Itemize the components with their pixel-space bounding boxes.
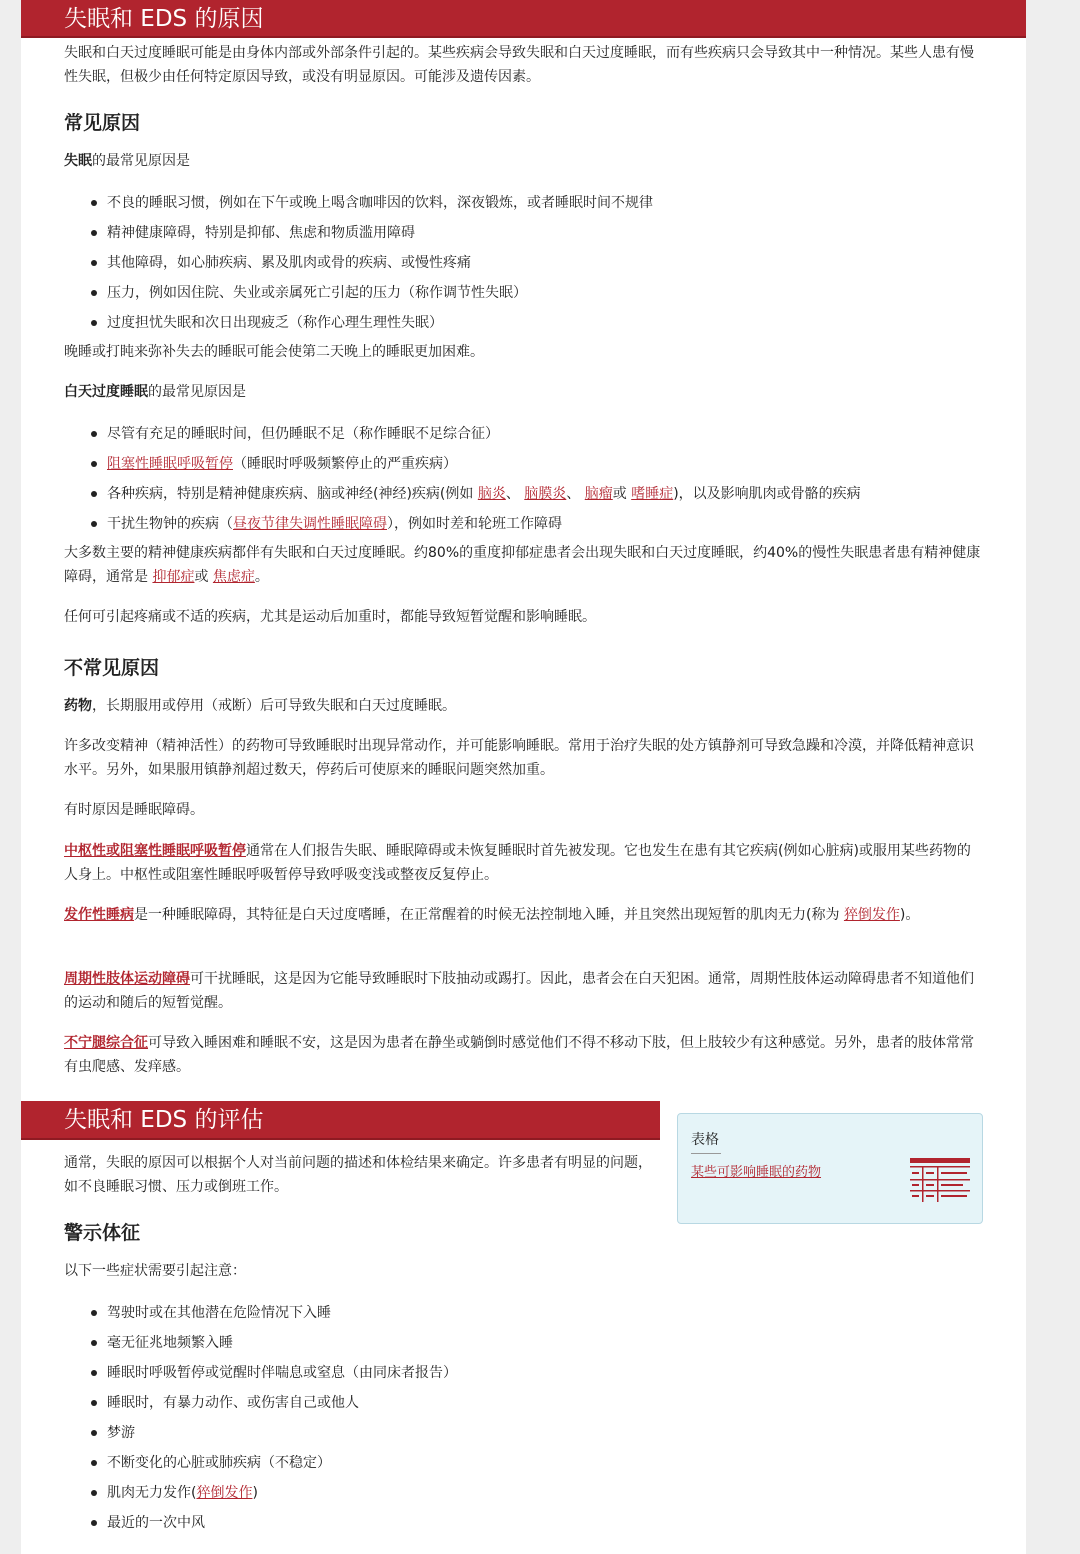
separator: 、 — [566, 486, 585, 502]
plmd-link[interactable]: 周期性肢体运动障碍 — [64, 971, 190, 987]
narcolepsy-end: )。 — [899, 907, 920, 923]
encephalitis-link[interactable]: 脑炎 — [477, 486, 506, 502]
list-item: 驾驶时或在其他潜在危险情况下入睡 — [107, 1303, 987, 1323]
meningitis-link[interactable]: 脑膜炎 — [524, 486, 567, 502]
rls-link[interactable]: 不宁腿综合征 — [64, 1035, 148, 1051]
list-item-text: 各种疾病，特别是精神健康疾病、脑或神经(神经)疾病(例如 — [107, 486, 478, 502]
plmd-paragraph — [64, 967, 984, 1015]
list-item-text: 肌肉无力发作( — [107, 1485, 197, 1501]
list-item-text: ) — [252, 1485, 258, 1501]
cataplexy-link[interactable]: 猝倒发作 — [843, 907, 900, 923]
list-item-text: )，以及影响肌肉或骨骼的疾病 — [673, 486, 861, 502]
list-item — [107, 454, 987, 474]
plmd-text: 可干扰睡眠，这是因为它能导致睡眠时下肢抽动或踢打。因此，患者会在白天犯困。通常，周期性肢体运动障碍患者不知道他们的运动和随后的短暂觉醒。 — [64, 971, 974, 1011]
warning-signs-heading: 警示体征 — [64, 1222, 141, 1244]
drugs-text: ，长期服用或停用（戒断）后可导致失眠和白天过度睡眠。 — [92, 698, 456, 714]
causes-intro: 失眠和白天过度睡眠可能是由身体内部或外部条件引起的。某些疾病会导致失眠和白天过度睡眠，而有些疾病只会导致其中一种情况。某些人患有慢性失眠，但极少由任何特定原因导致，或没有明显原因。可能涉及遗传因素。 — [64, 45, 974, 85]
list-item: 精神健康障碍，特别是抑郁、焦虑和物质滥用障碍 — [107, 223, 987, 243]
sidebox-table-link[interactable]: 某些可影响睡眠的药物 — [691, 1165, 822, 1180]
table-sidebox — [677, 1113, 983, 1224]
uncommon-causes-heading: 不常见原因 — [64, 657, 160, 679]
late-sleep-note: 晚睡或打盹来弥补失去的睡眠可能会使第二天晚上的睡眠更加困难。 — [64, 344, 484, 360]
list-item: 毫无征兆地频繁入睡 — [107, 1333, 987, 1353]
narcolepsy-link[interactable]: 嗜睡症 — [631, 486, 674, 502]
sleep-disorder-note: 有时原因是睡眠障碍。 — [64, 802, 204, 818]
list-item: 睡眠时，有暴力动作、或伤害自己或他人 — [107, 1393, 987, 1413]
narcolepsy-text: 是一种睡眠障碍，其特征是白天过度嗜睡，在正常醒着的时候无法控制地入睡，并且突然出现短暂的肌肉无力(称为 — [134, 907, 844, 923]
common-causes-heading: 常见原因 — [64, 112, 141, 134]
separator: 或 — [612, 486, 632, 502]
list-item-text: （睡眠时呼吸频繁停止的严重疾病） — [233, 456, 457, 472]
list-item: 睡眠时呼吸暂停或觉醒时伴喘息或窒息（由同床者报告） — [107, 1363, 987, 1383]
list-item: 不断变化的心脏或肺疾病（不稳定） — [107, 1453, 987, 1473]
list-item — [107, 1483, 987, 1503]
rls-paragraph — [64, 1031, 984, 1079]
drugs-label: 药物 — [64, 698, 92, 714]
eds-suffix: 的最常见原因是 — [148, 384, 246, 400]
list-item — [107, 484, 987, 504]
list-item: 过度担忧失眠和次日出现疲乏（称作心理生理性失眠） — [107, 313, 987, 333]
pain-note: 任何可引起疼痛或不适的疾病，尤其是运动后加重时，都能导致短暂觉醒和影响睡眠。 — [64, 609, 596, 625]
circadian-disorder-link[interactable]: 昼夜节律失调性睡眠障碍 — [233, 516, 387, 532]
brain-tumor-link[interactable]: 脑瘤 — [584, 486, 613, 502]
narcolepsy-bold-link[interactable]: 发作性睡病 — [64, 907, 134, 923]
warning-intro: 以下一些症状需要引起注意： — [64, 1263, 246, 1279]
mental-health-text: 大多数主要的精神健康疾病都伴有失眠和白天过度睡眠。约80%的重度抑郁症患者会出现失眠和白天过度睡眠，约40%的慢性失眠患者患有精神健康障碍，通常是 — [64, 545, 981, 585]
apnea-text: 通常在人们报告失眠、睡眠障碍或未恢复睡眠时首先被发现。它也发生在患有其它疾病(例如心脏病)或服用某些药物的人身上。中枢性或阻塞性睡眠呼吸暂停导致呼吸变浅或整夜反复停止。 — [64, 843, 971, 883]
separator: 、 — [505, 486, 525, 502]
list-item: 尽管有充足的睡眠时间，但仍睡眠不足（称作睡眠不足综合征） — [107, 424, 987, 444]
apnea-paragraph — [64, 839, 984, 887]
central-obstructive-apnea-link[interactable]: 中枢性或阻塞性睡眠呼吸暂停 — [64, 843, 246, 859]
rls-text: 可导致入睡困难和睡眠不安，这是因为患者在静坐或躺倒时感觉他们不得不移动下肢，但上肢较少有这种感觉。另外，患者的肢体常常有虫爬感、发痒感。 — [64, 1035, 974, 1075]
mental-health-note — [64, 541, 984, 589]
mental-health-or: 或 — [194, 569, 213, 585]
list-item — [107, 514, 987, 534]
insomnia-causes-lead — [64, 149, 984, 173]
eds-causes-lead — [64, 380, 984, 404]
list-item: 最近的一次中风 — [107, 1513, 987, 1533]
section-title-causes: 失眠和 EDS 的原因 — [21, 0, 1026, 38]
eds-label: 白天过度睡眠 — [64, 384, 148, 400]
list-item-text: 干扰生物钟的疾病（ — [107, 516, 233, 532]
list-item: 梦游 — [107, 1423, 987, 1443]
sidebox-divider — [691, 1153, 721, 1154]
depression-link[interactable]: 抑郁症 — [152, 569, 195, 585]
article-page — [21, 0, 1026, 1554]
list-item-text: ），例如时差和轮班工作障碍 — [387, 516, 562, 532]
insomnia-label: 失眠 — [64, 153, 92, 169]
list-item: 压力，例如因住院、失业或亲属死亡引起的压力（称作调节性失眠） — [107, 283, 987, 303]
drugs-paragraph — [64, 694, 984, 718]
mental-health-end: 。 — [254, 569, 269, 585]
narcolepsy-paragraph — [64, 903, 984, 927]
list-item: 其他障碍，如心肺疾病、累及肌肉或骨的疾病、或慢性疼痛 — [107, 253, 987, 273]
cataplexy-link-2[interactable]: 猝倒发作 — [196, 1485, 253, 1501]
sidebox-label: 表格 — [691, 1132, 719, 1148]
table-icon[interactable] — [910, 1158, 970, 1204]
evaluation-intro: 通常，失眠的原因可以根据个人对当前问题的描述和体检结果来确定。许多患者有明显的问题，如不良睡眠习惯、压力或倒班工作。 — [64, 1155, 652, 1195]
obstructive-apnea-link[interactable]: 阻塞性睡眠呼吸暂停 — [107, 456, 233, 472]
section-title-evaluation: 失眠和 EDS 的评估 — [21, 1101, 660, 1140]
anxiety-link[interactable]: 焦虑症 — [212, 569, 255, 585]
insomnia-suffix: 的最常见原因是 — [92, 153, 190, 169]
psychoactive-paragraph: 许多改变精神（精神活性）的药物可导致睡眠时出现异常动作，并可能影响睡眠。常用于治疗失眠的处方镇静剂可导致急躁和冷漠，并降低精神意识水平。另外，如果服用镇静剂超过数天，停药后可使原来的睡眠问题突然加重。 — [64, 738, 974, 778]
list-item: 不良的睡眠习惯，例如在下午或晚上喝含咖啡因的饮料，深夜锻炼，或者睡眠时间不规律 — [107, 193, 987, 213]
